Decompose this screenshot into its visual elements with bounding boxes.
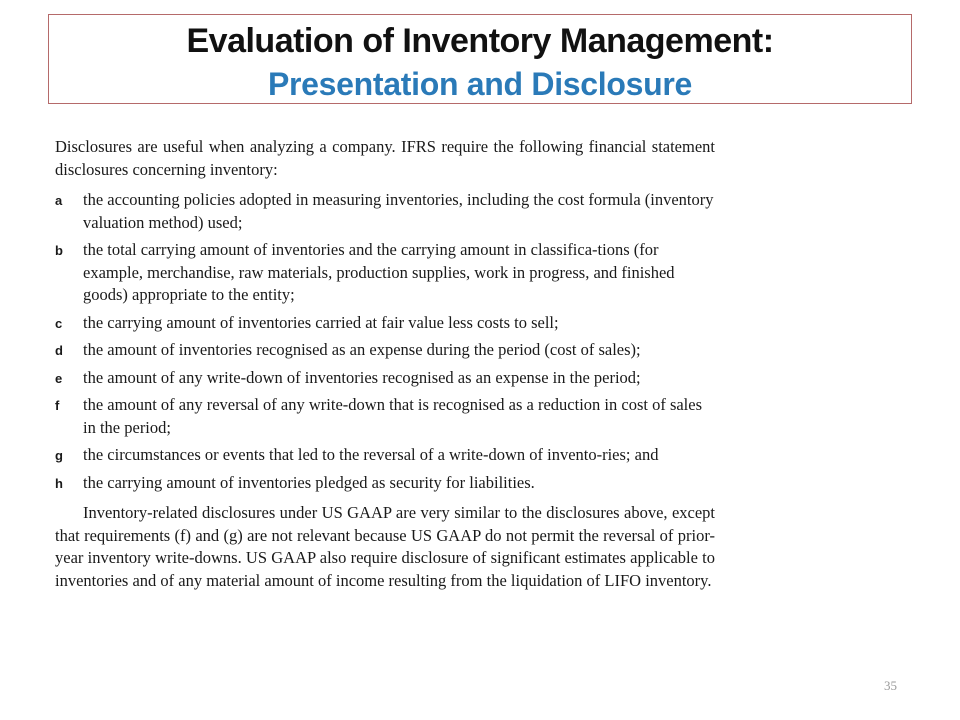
slide-title-box bbox=[48, 14, 912, 104]
page-number: 35 bbox=[884, 678, 897, 693]
list-item bbox=[55, 239, 715, 307]
list-item-text: the amount of any write-down of inventories recognised as an expense in the period; bbox=[83, 367, 641, 387]
disclosure-list bbox=[55, 189, 715, 494]
list-item-text: the amount of inventories recognised as an expense during the period (cost of sales); bbox=[83, 340, 641, 359]
list-item-letter: h bbox=[55, 475, 63, 491]
list-item bbox=[55, 312, 715, 335]
list-item-letter: e bbox=[55, 370, 63, 386]
list-item bbox=[55, 394, 715, 439]
closing-paragraph: Inventory-related disclosures under US GAAP are very similar to the disclosures above, except that requirements (f) and (g) are not relevant because US GAAP do not permit the reversal of prior-year inventory write-downs. US GAAP also require disclosure of significant estimates applicable to inventories and of any material amount of income resulting from the liquidation of LIFO inventory. bbox=[55, 503, 715, 590]
list-item-letter: g bbox=[55, 448, 63, 463]
list-item-text: the circumstances or events that led to the reversal of a write-down of invento-ries; and bbox=[83, 445, 659, 464]
list-item-text: the carrying amount of inventories pledged as security for liabilities. bbox=[83, 472, 535, 492]
list-item-letter: d bbox=[55, 343, 63, 358]
list-item bbox=[55, 367, 715, 390]
intro-paragraph: Disclosures are useful when analyzing a company. IFRS require the following financial statement disclosures concerning inventory: bbox=[55, 137, 715, 179]
list-item-letter: a bbox=[55, 193, 63, 208]
list-item-letter: f bbox=[55, 398, 60, 413]
slide-subtitle: Presentation and Disclosure bbox=[267, 66, 693, 102]
list-item bbox=[55, 189, 715, 234]
list-item-text: the amount of any reversal of any write-down that is recognised as a reduction in cost of sales in the period; bbox=[83, 395, 703, 437]
list-item-letter: b bbox=[55, 243, 63, 258]
list-item bbox=[55, 339, 715, 362]
list-item-text: the accounting policies adopted in measuring inventories, including the cost formula (inventory valuation method) used; bbox=[83, 190, 714, 232]
document-excerpt bbox=[55, 136, 715, 592]
slide-title: Evaluation of Inventory Management: bbox=[186, 22, 774, 60]
list-item bbox=[55, 472, 715, 495]
list-item-text: the carrying amount of inventories carried at fair value less costs to sell; bbox=[83, 312, 559, 332]
list-item-letter: c bbox=[55, 315, 63, 331]
list-item bbox=[55, 444, 715, 467]
list-item-text: the total carrying amount of inventories and the carrying amount in classifica-tions (for example, merchandise, raw materials, production supplies, work in progress, and finished goods) appropriate to the entity; bbox=[83, 240, 675, 304]
